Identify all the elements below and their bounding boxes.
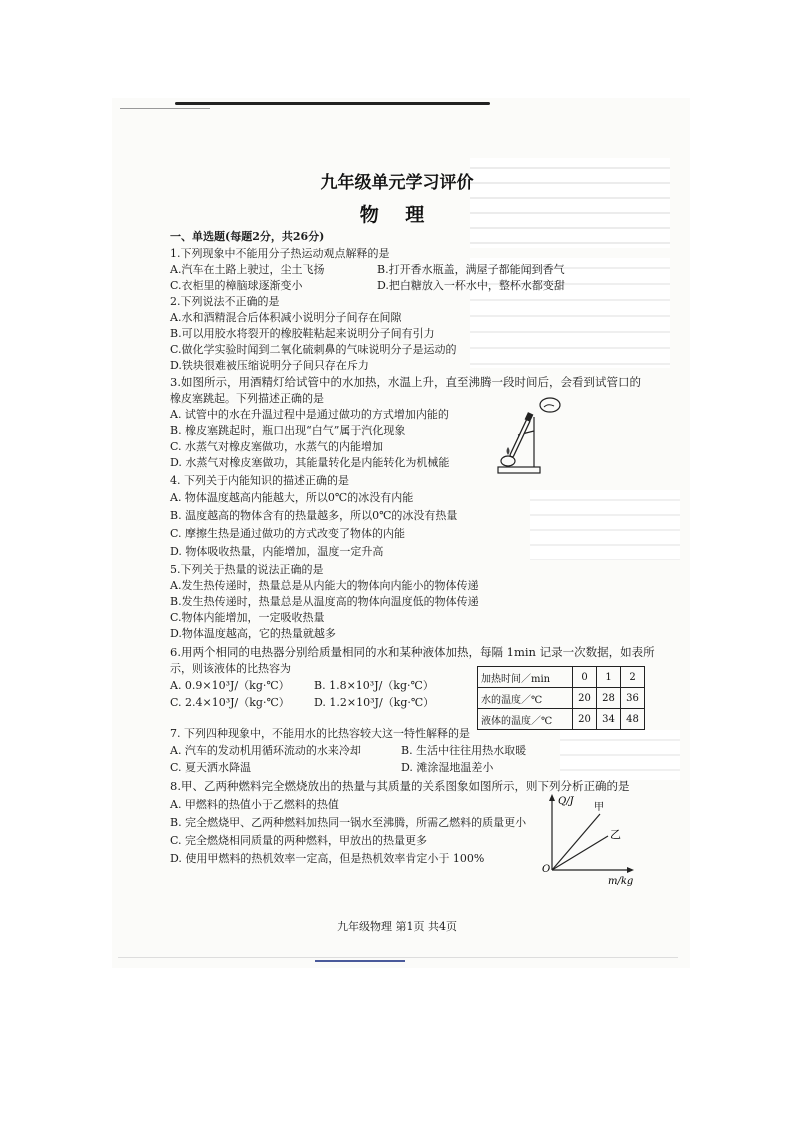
q5-option-a: A.发生热传递时，热量总是从内能大的物体向内能小的物体传递 [170, 579, 479, 592]
q6-option-b: B. 1.8×10³J/（kg·℃） [314, 679, 434, 692]
x-axis-label: m/kg [608, 876, 634, 887]
table-row [478, 709, 645, 730]
q8-option-d: D. 使用甲燃料的热机效率一定高，但是热机效率肯定小于 100% [170, 852, 485, 865]
q3-option-c: C. 水蒸气对橡皮塞做功，水蒸气的内能增加 [170, 440, 384, 453]
table-cell: 36 [621, 688, 645, 709]
exam-title: 九年级单元学习评价 [320, 173, 474, 193]
q5-stem: 5.下列关于热量的说法正确的是 [170, 563, 324, 576]
q2-option-d: D.铁块很难被压缩说明分子间只存在斥力 [170, 359, 369, 372]
table-row-label: 液体的温度／℃ [478, 709, 573, 730]
table-row [478, 688, 645, 709]
q6-option-c: C. 2.4×10³J/（kg·℃） [170, 696, 290, 709]
q4-option-a: A. 物体温度越高内能越大，所以0℃的冰没有内能 [170, 491, 414, 504]
q1-stem: 1.下列现象中不能用分子热运动观点解释的是 [170, 247, 390, 260]
heating-data-table [477, 666, 645, 730]
q2-option-b: B.可以用胶水将裂开的橡胶鞋粘起来说明分子间有引力 [170, 327, 435, 340]
subject-title: 物 理 [359, 204, 435, 226]
q7-option-a: A. 汽车的发动机用循环流动的水来冷却 [170, 744, 361, 757]
q4-option-b: B. 温度越高的物体含有的热量越多，所以0℃的冰没有热量 [170, 509, 458, 522]
q2-option-a: A.水和酒精混合后体积减小说明分子间存在间隙 [170, 311, 402, 324]
origin-label: O [542, 864, 551, 875]
q6-stem-line1: 6.用两个相同的电热器分别给质量相同的水和某种液体加热，每隔 1min 记录一次数据，如表所 [170, 645, 655, 659]
table-cell: 0 [573, 667, 597, 688]
q4-option-d: D. 物体吸收热量，内能增加，温度一定升高 [170, 545, 384, 558]
q4-stem: 4. 下列关于内能知识的描述正确的是 [170, 474, 349, 487]
section-heading: 一、单选题(每题2分，共26分) [170, 230, 325, 243]
q2-stem: 2.下列说法不正确的是 [170, 295, 280, 308]
top-scan-edge-left [120, 108, 210, 109]
q5-option-c: C.物体内能增加，一定吸收热量 [170, 611, 325, 624]
q3-stem-line1: 3.如图所示，用酒精灯给试管中的水加热，水温上升，直至沸腾一段时间后，会看到试管口的 [170, 375, 641, 389]
table-cell: 2 [621, 667, 645, 688]
y-axis-label: Q/J [558, 796, 574, 807]
q5-option-b: B.发生热传递时，热量总是从温度高的物体向温度低的物体传递 [170, 595, 479, 608]
q1-option-a: A.汽车在土路上驶过，尘土飞扬 [170, 263, 325, 276]
line-yi-label: 乙 [610, 828, 621, 841]
line-jia-label: 甲 [594, 802, 604, 813]
q6-option-a: A. 0.9×10³J/（kg·℃） [170, 679, 290, 692]
q3-option-d: D. 水蒸气对橡皮塞做功，其能量转化是内能转化为机械能 [170, 456, 450, 469]
q3-option-a: A. 试管中的水在升温过程中是通过做功的方式增加内能的 [170, 408, 449, 421]
table-cell: 48 [621, 709, 645, 730]
q7-option-c: C. 夏天洒水降温 [170, 761, 252, 774]
q8-stem: 8.甲、乙两种燃料完全燃烧放出的热量与其质量的关系图象如图所示，则下列分析正确的是 [170, 779, 630, 793]
q2-option-c: C.做化学实验时闻到二氧化硫刺鼻的气味说明分子是运动的 [170, 343, 457, 356]
bottom-scan-edge [118, 957, 678, 958]
bottom-scan-mark [315, 960, 405, 962]
q4-option-c: C. 摩擦生热是通过做功的方式改变了物体的内能 [170, 527, 406, 540]
q1-option-d: D.把白糖放入一杯水中，整杯水都变甜 [377, 279, 565, 292]
y-axis-arrow-icon [549, 794, 555, 801]
top-scan-edge [175, 102, 490, 105]
q6-option-d: D. 1.2×10³J/（kg·℃） [314, 696, 435, 709]
q3-stem-line2: 橡皮塞跳起。下列描述正确的是 [170, 392, 324, 405]
q7-stem: 7. 下列四种现象中，不能用水的比热容较大这一特性解释的是 [170, 727, 470, 740]
q8-option-b: B. 完全燃烧甲、乙两种燃料加热同一锅水至沸腾，所需乙燃料的质量更小 [170, 816, 527, 829]
q7-option-d: D. 滩涂湿地温差小 [401, 761, 494, 774]
table-cell: 20 [573, 709, 597, 730]
q1-option-c: C.衣柜里的樟脑球逐渐变小 [170, 279, 303, 292]
q3-option-b: B. 橡皮塞跳起时，瓶口出现“白气”属于汽化现象 [170, 424, 406, 437]
table-cell: 28 [597, 688, 621, 709]
table-cell: 34 [597, 709, 621, 730]
table-row [478, 667, 645, 688]
q8-option-a: A. 甲燃料的热值小于乙燃料的热值 [170, 798, 339, 811]
line-yi [552, 836, 608, 870]
q8-option-c: C. 完全燃烧相同质量的两种燃料，甲放出的热量更多 [170, 834, 428, 847]
table-row-label: 水的温度／℃ [478, 688, 573, 709]
table-cell: 20 [573, 688, 597, 709]
q5-option-d: D.物体温度越高，它的热量就越多 [170, 627, 336, 640]
table-row-label: 加热时间／min [478, 667, 573, 688]
q7-option-b: B. 生活中往往用热水取暖 [401, 744, 527, 757]
table-cell: 1 [597, 667, 621, 688]
heat-mass-graph [538, 792, 638, 887]
page-footer: 九年级物理 第1页 共4页 [337, 920, 457, 933]
line-jia [552, 814, 600, 870]
x-axis-arrow-icon [627, 867, 634, 873]
q6-stem-line2: 示，则该液体的比热容为 [170, 662, 291, 675]
heating-apparatus-figure [488, 395, 558, 480]
q1-option-b: B.打开香水瓶盖，满屋子都能闻到香气 [377, 263, 565, 276]
